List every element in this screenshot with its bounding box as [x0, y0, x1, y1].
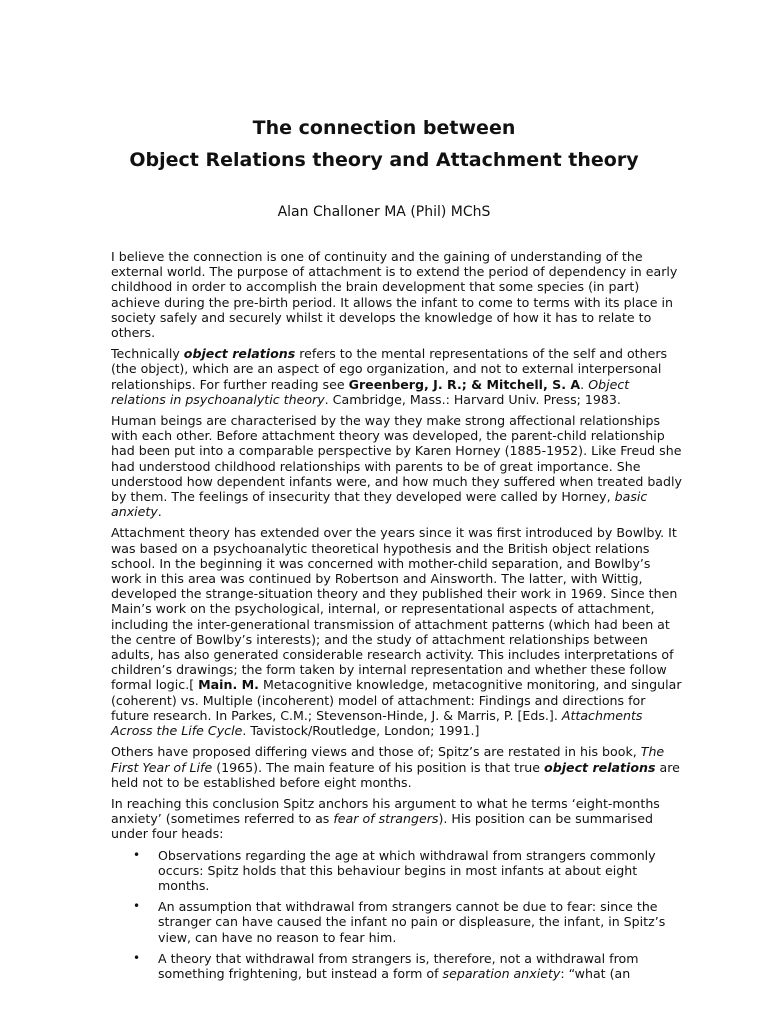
list-item — [133, 899, 683, 945]
text-run: : “what (an — [560, 965, 631, 981]
paragraph-eight-months-anxiety — [111, 796, 683, 842]
author-line: Alan Challoner MA (Phil) MChS — [277, 204, 491, 220]
paragraph-spitz — [111, 744, 683, 790]
text-run: Technically — [111, 346, 184, 362]
text-run: (1965). The main feature of his position is that true — [212, 759, 545, 775]
term-separation-anxiety: separation anxiety — [442, 965, 561, 981]
text-run: Others have proposed differing views and those of; Spitz’s are restated in his book, — [111, 744, 641, 760]
text-run: . — [157, 504, 162, 520]
list-item-text: Observations regarding the age at which withdrawal from strangers commonly occurs: Spitz holds that this behaviour begins in most infants at about eight months. — [158, 847, 656, 893]
document-body — [111, 249, 683, 987]
paragraph-intro: I believe the connection is one of continuity and the gaining of understanding of the external world. The purpose of attachment is to extend the period of dependency in early childhood in order to accomplish the brain development that some species (in part) achieve during the pre-birth period. It allows the infant to come to terms with its place in society safely and securely whilst it develops the knowledge of how it has to relate to others. — [111, 249, 678, 341]
text-run: . Cambridge, Mass.: Harvard Univ. Press; 1983. — [324, 391, 621, 407]
citation-book-title: Attachments Across the Life Cycle — [111, 707, 643, 739]
text-run: In reaching this conclusion Spitz anchors his argument to what he terms ‘eight-months anxiety’ (sometimes referred to as — [111, 795, 660, 827]
bullet-icon: • — [133, 899, 141, 914]
book-title-first-year: The First Year of Life — [111, 744, 665, 775]
paragraph-horney — [111, 413, 683, 519]
bullet-icon: • — [133, 847, 141, 862]
citation-title: Object relations in psychoanalytic theory — [111, 376, 630, 407]
term-basic-anxiety: basic anxiety — [111, 489, 648, 520]
text-run: Attachment theory has extended over the years since it was first introduced by Bowlby. It was based on a psychoanalytic theoretical hypothesis and the British object relations school. In the beginning it was concerned with mother-child separation, and Bowlby’s work in this area was continued by Robertson and Ainsworth. The latter, with Wittig, developed the strange-situation theory and they published their work in 1969. Since then Main’s work on the psychological, internal, or representational aspects of attachment, including the inter-generational transmission of attachment patterns (which had been at the centre of Bowlby’s interests); and the study of attachment relationships between adults, has also generated considerable research activity. This includes interpretations of children’s drawings; the form taken by internal representation and whether these follow formal logic.[ — [111, 525, 678, 693]
text-run: . — [580, 376, 589, 392]
paragraph-object-relations — [111, 346, 683, 407]
text-run: refers to the mental representations of the self and others (the object), which are an aspect of ego organization, and not to external interpersonal relationships. For further reading see — [111, 346, 668, 392]
document-title-line-1: The connection between — [252, 117, 516, 139]
citation-author-main: Main. M. — [198, 677, 259, 693]
text-run: Metacognitive knowledge, metacognitive monitoring, and singular (coherent) vs. Multiple (incoherent) model of attachment: Findings and directions for future research. In Parkes, C.M.; Stevenson-Hinde, J. & Marris, P. [Eds.]. — [111, 677, 682, 723]
term-fear-of-strangers: fear of strangers — [333, 811, 439, 827]
bullet-list — [111, 848, 683, 982]
text-run: ). His position can be summarised under four heads: — [111, 811, 653, 842]
term-object-relations: object relations — [183, 346, 296, 362]
list-item — [133, 847, 683, 894]
document-title-line-2: Object Relations theory and Attachment theory — [129, 149, 639, 171]
text-run: A theory that withdrawal from strangers is, therefore, not a withdrawal from something frightening, but instead a form of — [158, 950, 639, 981]
text-run: Human beings are characterised by the way they make strong affectional relationships with each other. Before attachment theory was developed, the parent-child relationship had been put into a comparable perspective by Karen Horney (1885-1952). Like Freud she had understood childhood relationships with parents to be of great importance. She understood how dependent infants were, and how much they suffered when treated badly by them. The feelings of insecurity that they developed were called by Horney, — [111, 413, 682, 505]
paragraph-attachment-theory — [111, 525, 683, 738]
text-run: are held not to be established before eight months. — [111, 759, 680, 790]
bullet-icon: • — [133, 950, 141, 965]
text-run: . Tavistock/Routledge, London; 1991.] — [242, 723, 480, 739]
list-item — [133, 950, 683, 981]
term-object-relations-2: object relations — [544, 759, 656, 775]
citation-authors: Greenberg, J. R.; & Mitchell, S. A — [348, 376, 581, 392]
list-item-text: An assumption that withdrawal from strangers cannot be due to fear: since the stranger can have caused the infant no pain or displeasure, the infant, in Spitz’s view, can have no reason to fear him. — [158, 899, 666, 945]
